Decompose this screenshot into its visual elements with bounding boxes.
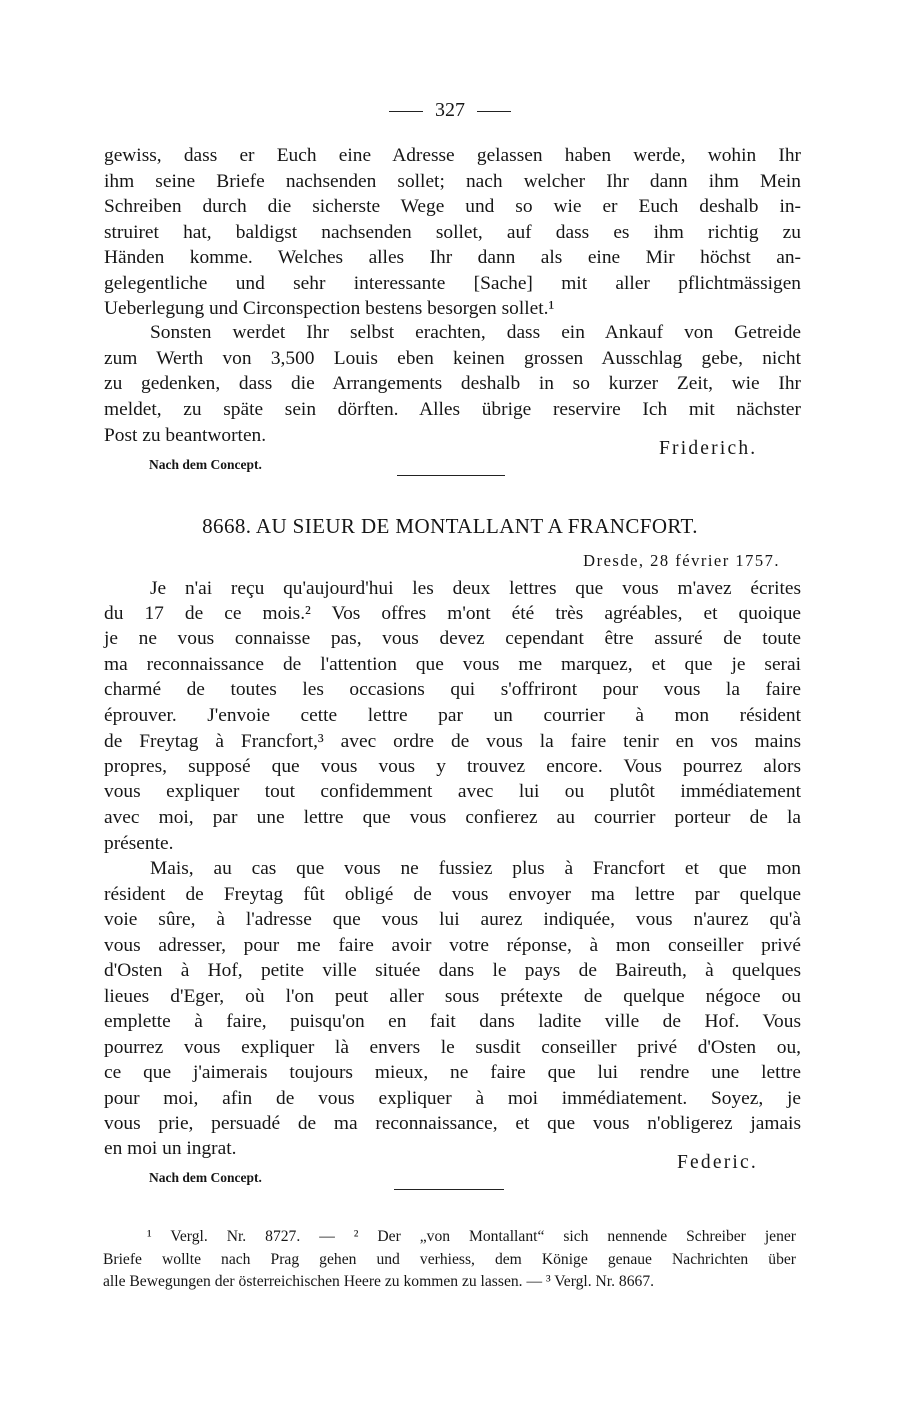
text-line: struiret hat, baldigst nachsenden sollet, auf dass es ihm richtig zu	[104, 222, 801, 243]
text-line: Post zu beantworten.	[104, 425, 267, 446]
text-line: ma reconnaissance de l'attention que vous me marquez, et que je serai	[104, 654, 801, 675]
text-line: vous prie, persuadé de ma reconnaissance, et que vous n'obligerez jamais	[104, 1113, 801, 1134]
text-line: emplette à faire, puisqu'on en fait dans ladite ville de Hof. Vous	[104, 1011, 801, 1032]
header-dash-left	[389, 111, 423, 112]
text-line: éprouver. J'envoie cette lettre par un courrier à mon résident	[104, 705, 801, 726]
header-dash-right	[477, 111, 511, 112]
text-line: Je n'ai reçu qu'aujourd'hui les deux lettres que vous m'avez écrites	[150, 578, 801, 599]
dateline: Dresde, 28 février 1757.	[583, 551, 780, 570]
text-line: avec moi, par une lettre que vous confierez au courrier porteur de la	[104, 807, 801, 828]
text-line: voie sûre, à l'adresse que vous lui aurez indiquée, vous n'aurez qu'à	[104, 909, 801, 930]
text-line: charmé de toutes les occasions qui s'offriront pour vous la faire	[104, 679, 801, 700]
signature: Friderich.	[659, 438, 758, 459]
source-note: Nach dem Concept.	[149, 457, 262, 472]
text-line: pour moi, afin de vous expliquer à moi immédiatement. Soyez, je	[104, 1088, 801, 1109]
text-line: d'Osten à Hof, petite ville située dans le pays de Baireuth, à quelques	[104, 960, 801, 981]
text-line: propres, supposé que vous vous y trouvez encore. Vous pourrez alors	[104, 756, 801, 777]
text-line: du 17 de ce mois.² Vos offres m'ont été très agréables, et quoique	[104, 603, 801, 624]
text-line: ihm seine Briefe nachsenden sollet; nach welcher Ihr dann ihm Mein	[104, 171, 801, 192]
text-line: lieues d'Eger, où l'on peut aller sous prétexte de quelque négoce ou	[104, 986, 801, 1007]
text-line: présente.	[104, 833, 174, 854]
section-divider	[397, 475, 505, 476]
page-header	[0, 98, 900, 122]
text-line: gewiss, dass er Euch eine Adresse gelassen haben werde, wohin Ihr	[104, 145, 801, 166]
footnote-line: ¹ Vergl. Nr. 8727. — ² Der „von Montallant“ sich nennende Schreiber jener	[147, 1228, 796, 1245]
text-line: résident de Freytag fût obligé de vous envoyer ma lettre par quelque	[104, 884, 801, 905]
text-line: vous adresser, pour me faire avoir votre réponse, à mon conseiller privé	[104, 935, 801, 956]
text-line: je ne vous connaisse pas, vous devez cependant être assuré de toute	[104, 628, 801, 649]
text-line: Schreiben durch die sicherste Wege und so wie er Euch deshalb in-	[104, 196, 801, 217]
text-line: Sonsten werdet Ihr selbst erachten, dass ein Ankauf von Getreide	[150, 322, 801, 343]
page-number: 327	[435, 99, 465, 121]
section-divider	[394, 1189, 504, 1190]
text-line: Händen komme. Welches alles Ihr dann als eine Mir höchst an-	[104, 247, 801, 268]
signature: Federic.	[677, 1152, 758, 1173]
source-note: Nach dem Concept.	[149, 1170, 262, 1185]
text-line: en moi un ingrat.	[104, 1138, 237, 1159]
footnote-line: alle Bewegungen der österreichischen Heere zu kommen zu lassen. — ³ Vergl. Nr. 8667.	[103, 1273, 655, 1290]
text-line: de Freytag à Francfort,³ avec ordre de vous la faire tenir en vos mains	[104, 731, 801, 752]
footnote-line: Briefe wollte nach Prag gehen und verhiess, dem Könige genaue Nachrichten über	[103, 1251, 796, 1268]
text-line: pourrez vous expliquer là envers le susdit conseiller privé d'Osten ou,	[104, 1037, 801, 1058]
text-line: Mais, au cas que vous ne fussiez plus à Francfort et que mon	[150, 858, 801, 879]
text-line: meldet, zu späte sein dörften. Alles übrige reservire Ich mit nächster	[104, 399, 801, 420]
text-line: gelegentliche und sehr interessante [Sache] mit aller pflichtmässigen	[104, 273, 801, 294]
text-line: zum Werth von 3,500 Louis eben keinen grossen Ausschlag gebe, nicht	[104, 348, 801, 369]
letter-heading: 8668. AU SIEUR DE MONTALLANT A FRANCFORT.	[202, 514, 698, 538]
text-line: ce que j'aimerais toujours mieux, ne faire que lui rendre une lettre	[104, 1062, 801, 1083]
text-line: vous expliquer tout confidemment avec lui ou plutôt immédiatement	[104, 781, 801, 802]
text-line: zu gedenken, dass die Arrangements deshalb in so kurzer Zeit, wie Ihr	[104, 373, 801, 394]
text-line: Ueberlegung und Circonspection bestens besorgen sollet.¹	[104, 298, 555, 319]
